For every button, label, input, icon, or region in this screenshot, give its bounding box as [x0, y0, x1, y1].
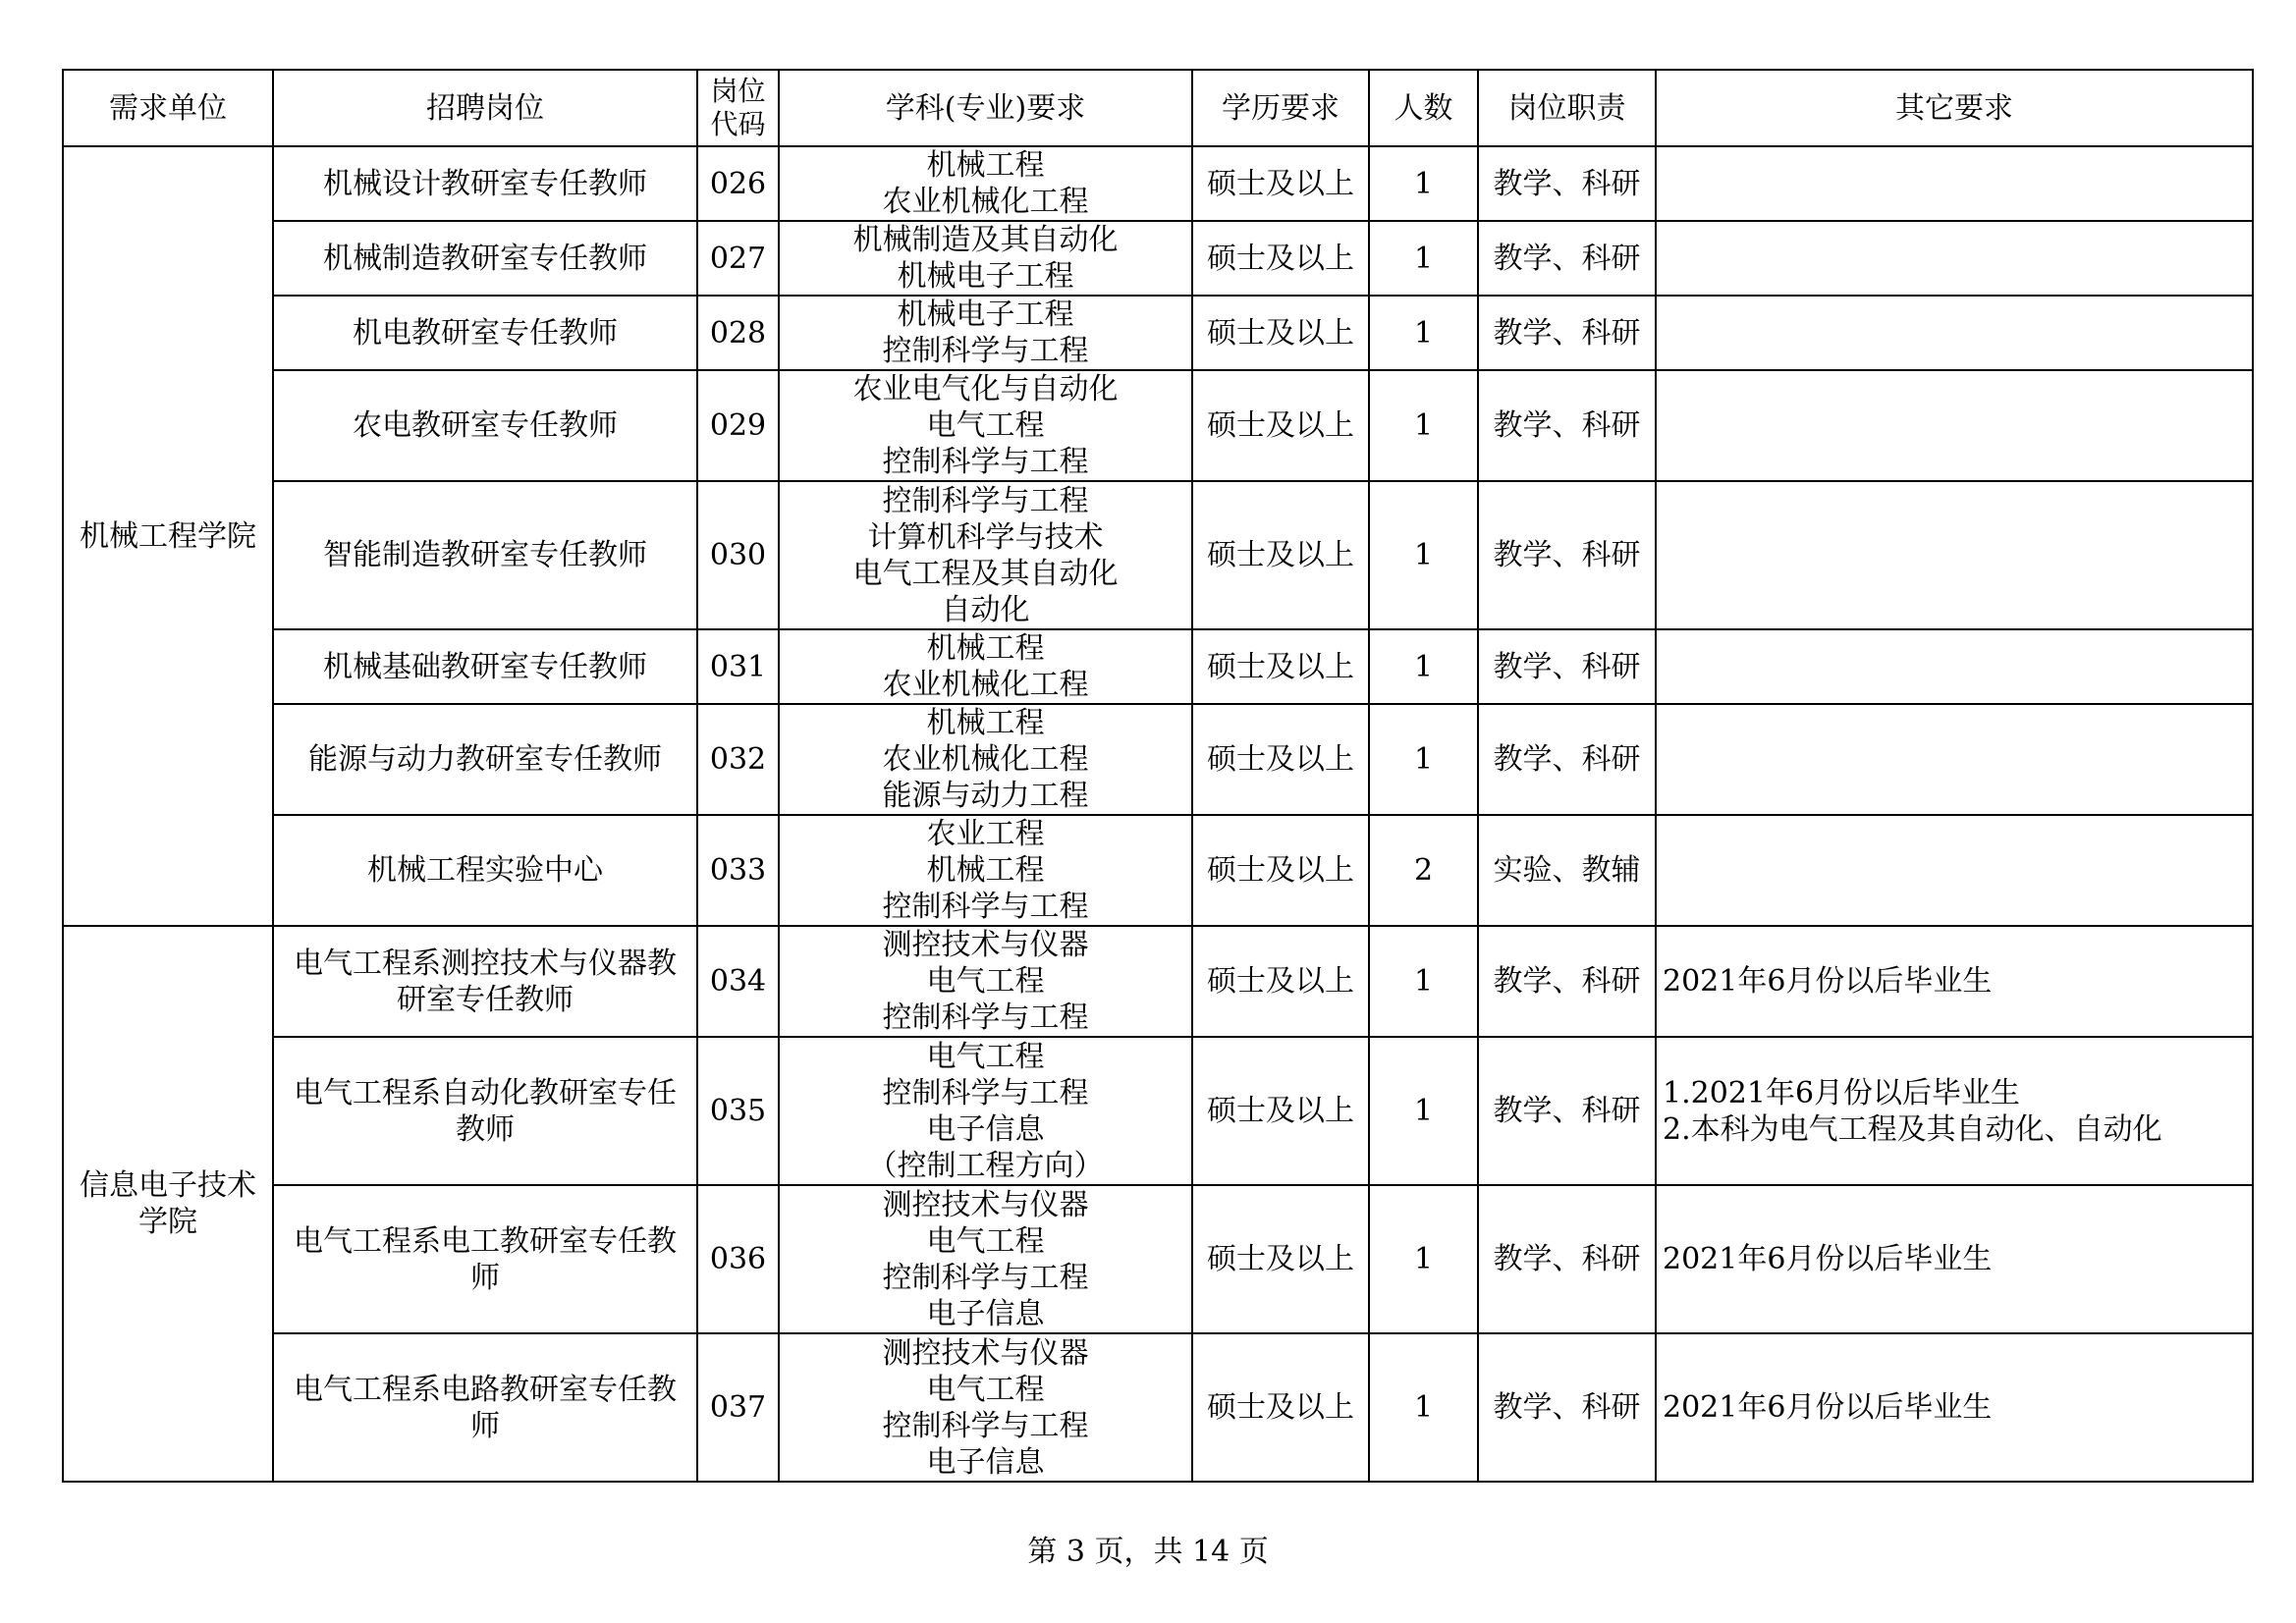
table-row — [63, 815, 2253, 926]
unit-cell: 信息电子技术 学院 — [63, 926, 273, 1482]
majors-cell: 测控技术与仪器 电气工程 控制科学与工程 电子信息 — [779, 1185, 1192, 1333]
header-count: 人数 — [1369, 70, 1478, 146]
headcount-cell: 1 — [1369, 1037, 1478, 1185]
job-code-cell: 030 — [697, 481, 779, 629]
headcount-cell: 1 — [1369, 481, 1478, 629]
job-position-cell: 智能制造教研室专任教师 — [273, 481, 697, 629]
majors-cell: 机械制造及其自动化 机械电子工程 — [779, 221, 1192, 296]
table-row — [63, 146, 2253, 221]
job-position-cell: 电气工程系测控技术与仪器教研室专任教师 — [273, 926, 697, 1037]
degree-cell: 硕士及以上 — [1192, 1185, 1369, 1333]
other-requirements-cell — [1656, 704, 2253, 815]
job-code-cell: 036 — [697, 1185, 779, 1333]
job-position-cell: 能源与动力教研室专任教师 — [273, 704, 697, 815]
job-code-cell: 033 — [697, 815, 779, 926]
table-row — [63, 1185, 2253, 1333]
table-row — [63, 1333, 2253, 1482]
job-position-cell: 电气工程系自动化教研室专任教师 — [273, 1037, 697, 1185]
job-position-cell: 机械基础教研室专任教师 — [273, 629, 697, 704]
degree-cell: 硕士及以上 — [1192, 704, 1369, 815]
job-code-cell: 037 — [697, 1333, 779, 1482]
degree-cell: 硕士及以上 — [1192, 1037, 1369, 1185]
duty-cell: 教学、科研 — [1478, 146, 1656, 221]
header-majors: 学科(专业)要求 — [779, 70, 1192, 146]
majors-cell: 测控技术与仪器 电气工程 控制科学与工程 — [779, 926, 1192, 1037]
job-code-cell: 034 — [697, 926, 779, 1037]
duty-cell: 教学、科研 — [1478, 1037, 1656, 1185]
headcount-cell: 1 — [1369, 370, 1478, 481]
majors-cell: 机械工程 农业机械化工程 — [779, 629, 1192, 704]
header-unit: 需求单位 — [63, 70, 273, 146]
job-position-cell: 机电教研室专任教师 — [273, 296, 697, 370]
headcount-cell: 1 — [1369, 146, 1478, 221]
degree-cell: 硕士及以上 — [1192, 146, 1369, 221]
duty-cell: 教学、科研 — [1478, 481, 1656, 629]
job-position-cell: 机械制造教研室专任教师 — [273, 221, 697, 296]
job-code-cell: 031 — [697, 629, 779, 704]
other-requirements-cell — [1656, 629, 2253, 704]
table-row — [63, 629, 2253, 704]
majors-cell: 测控技术与仪器 电气工程 控制科学与工程 电子信息 — [779, 1333, 1192, 1482]
header-code: 岗位 代码 — [697, 70, 779, 146]
recruitment-table — [62, 69, 2254, 1483]
headcount-cell: 1 — [1369, 1333, 1478, 1482]
other-requirements-cell — [1656, 146, 2253, 221]
headcount-cell: 1 — [1369, 221, 1478, 296]
duty-cell: 教学、科研 — [1478, 370, 1656, 481]
page-footer: 第 3 页，共 14 页 — [1027, 1535, 1269, 1569]
duty-cell: 教学、科研 — [1478, 926, 1656, 1037]
table-row — [63, 926, 2253, 1037]
headcount-cell: 1 — [1369, 704, 1478, 815]
degree-cell: 硕士及以上 — [1192, 370, 1369, 481]
job-code-cell: 032 — [697, 704, 779, 815]
majors-cell: 农业电气化与自动化 电气工程 控制科学与工程 — [779, 370, 1192, 481]
job-code-cell: 029 — [697, 370, 779, 481]
degree-cell: 硕士及以上 — [1192, 815, 1369, 926]
job-code-cell: 027 — [697, 221, 779, 296]
majors-cell: 控制科学与工程 计算机科学与技术 电气工程及其自动化 自动化 — [779, 481, 1192, 629]
other-requirements-cell: 2021年6月份以后毕业生 — [1656, 1333, 2253, 1482]
headcount-cell: 2 — [1369, 815, 1478, 926]
table-row — [63, 370, 2253, 481]
other-requirements-cell — [1656, 481, 2253, 629]
table-row — [63, 1037, 2253, 1185]
majors-cell: 农业工程 机械工程 控制科学与工程 — [779, 815, 1192, 926]
other-requirements-cell — [1656, 815, 2253, 926]
table-row — [63, 221, 2253, 296]
other-requirements-cell — [1656, 296, 2253, 370]
other-requirements-cell: 2021年6月份以后毕业生 — [1656, 926, 2253, 1037]
majors-cell: 电气工程 控制科学与工程 电子信息 （控制工程方向） — [779, 1037, 1192, 1185]
duty-cell: 教学、科研 — [1478, 221, 1656, 296]
degree-cell: 硕士及以上 — [1192, 926, 1369, 1037]
header-duty: 岗位职责 — [1478, 70, 1656, 146]
duty-cell: 教学、科研 — [1478, 1185, 1656, 1333]
degree-cell: 硕士及以上 — [1192, 221, 1369, 296]
job-position-cell: 机械设计教研室专任教师 — [273, 146, 697, 221]
majors-cell: 机械电子工程 控制科学与工程 — [779, 296, 1192, 370]
headcount-cell: 1 — [1369, 926, 1478, 1037]
other-requirements-cell: 1.2021年6月份以后毕业生 2.本科为电气工程及其自动化、自动化 — [1656, 1037, 2253, 1185]
headcount-cell: 1 — [1369, 296, 1478, 370]
duty-cell: 教学、科研 — [1478, 296, 1656, 370]
job-position-cell: 电气工程系电工教研室专任教师 — [273, 1185, 697, 1333]
other-requirements-cell: 2021年6月份以后毕业生 — [1656, 1185, 2253, 1333]
duty-cell: 实验、教辅 — [1478, 815, 1656, 926]
degree-cell: 硕士及以上 — [1192, 481, 1369, 629]
header-other: 其它要求 — [1656, 70, 2253, 146]
headcount-cell: 1 — [1369, 629, 1478, 704]
duty-cell: 教学、科研 — [1478, 704, 1656, 815]
majors-cell: 机械工程 农业机械化工程 — [779, 146, 1192, 221]
job-position-cell: 机械工程实验中心 — [273, 815, 697, 926]
job-code-cell: 026 — [697, 146, 779, 221]
degree-cell: 硕士及以上 — [1192, 629, 1369, 704]
other-requirements-cell — [1656, 370, 2253, 481]
job-position-cell: 电气工程系电路教研室专任教师 — [273, 1333, 697, 1482]
degree-cell: 硕士及以上 — [1192, 296, 1369, 370]
duty-cell: 教学、科研 — [1478, 629, 1656, 704]
other-requirements-cell — [1656, 221, 2253, 296]
job-position-cell: 农电教研室专任教师 — [273, 370, 697, 481]
degree-cell: 硕士及以上 — [1192, 1333, 1369, 1482]
header-position: 招聘岗位 — [273, 70, 697, 146]
table-row — [63, 296, 2253, 370]
table-row — [63, 481, 2253, 629]
majors-cell: 机械工程 农业机械化工程 能源与动力工程 — [779, 704, 1192, 815]
header-row — [63, 70, 2253, 146]
job-code-cell: 028 — [697, 296, 779, 370]
headcount-cell: 1 — [1369, 1185, 1478, 1333]
header-degree: 学历要求 — [1192, 70, 1369, 146]
unit-cell: 机械工程学院 — [63, 146, 273, 926]
duty-cell: 教学、科研 — [1478, 1333, 1656, 1482]
table-row — [63, 704, 2253, 815]
job-code-cell: 035 — [697, 1037, 779, 1185]
